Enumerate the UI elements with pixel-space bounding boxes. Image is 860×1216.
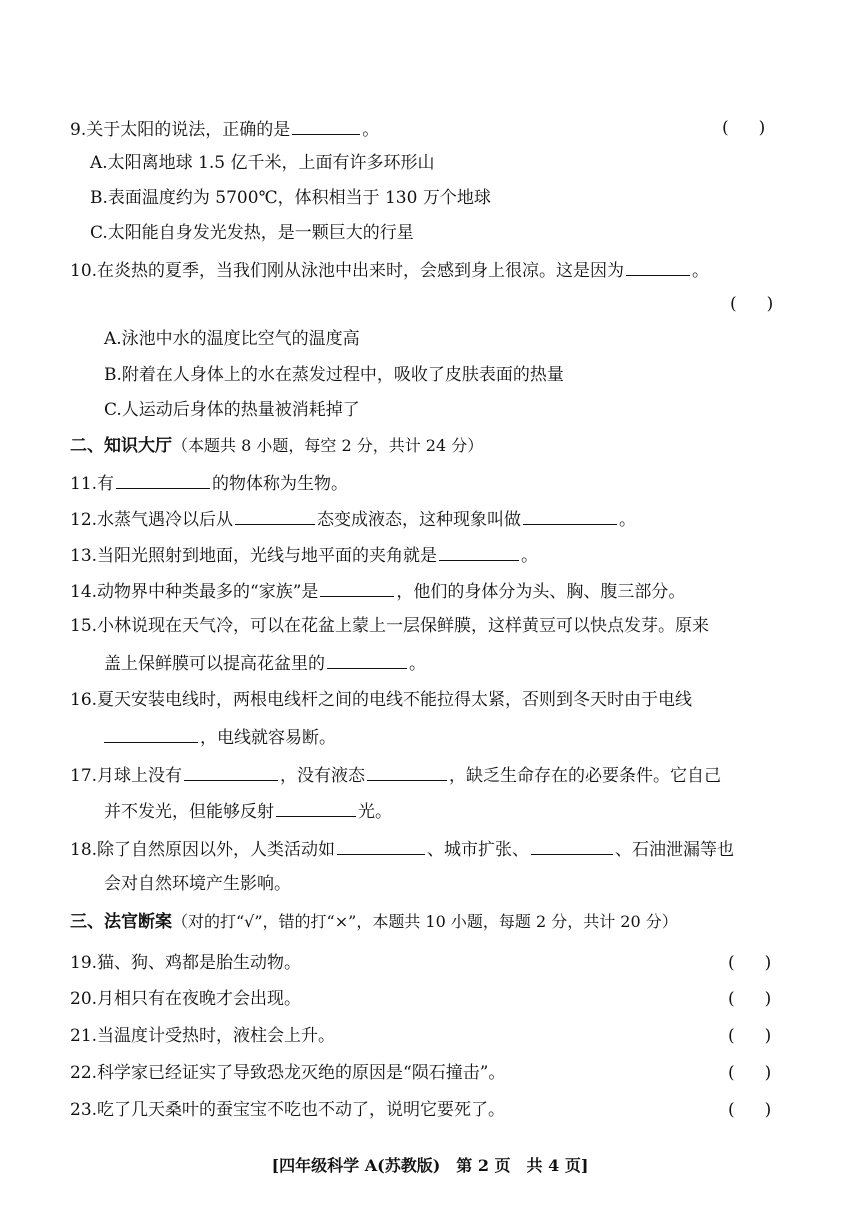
answer-blank[interactable] (104, 724, 198, 743)
judge-item: 23.吃了几天桑叶的蚕宝宝不吃也不动了，说明它要死了。 (70, 1100, 506, 1120)
answer-blank[interactable] (531, 836, 613, 855)
answer-blank[interactable] (327, 650, 407, 669)
question-15-line-2: 盖上保鲜膜可以提高花盆里的 。 (104, 650, 426, 676)
answer-parentheses[interactable]: ( ) (728, 1063, 772, 1083)
answer-parentheses[interactable]: ( ) (722, 118, 766, 138)
judge-item: 20.月相只有在夜晚才会出现。 (70, 989, 302, 1009)
section-3-heading: 三、法官断案（对的打“√”，错的打“×”，本题共 10 小题，每题 2 分，共计 20 分） (70, 912, 678, 932)
answer-parentheses[interactable]: ( ) (728, 1026, 772, 1046)
judge-item: 21.当温度计受热时，液柱会上升。 (70, 1026, 336, 1046)
question-9-option-b: B.表面温度约为 5700℃，体积相当于 130 万个地球 (90, 188, 491, 208)
question-13: 13.当阳光照射到地面，光线与地平面的夹角就是 。 (70, 542, 538, 568)
question-14: 14.动物界中种类最多的“家族”是 ，他们的身体分为头、胸、腹三部分。 (70, 578, 685, 604)
question-9-option-c: C.太阳能自身发光发热，是一颗巨大的行星 (90, 223, 414, 243)
answer-blank[interactable] (116, 470, 210, 489)
question-10-option-b: B.附着在人身体上的水在蒸发过程中，吸收了皮肤表面的热量 (104, 365, 564, 385)
question-10-stem: 10.在炎热的夏季，当我们刚从泳池中出来时，会感到身上很凉。这是因为 。 (70, 257, 709, 283)
question-15-line-1: 15.小林说现在天气冷，可以在花盆上蒙上一层保鲜膜，这样黄豆可以快点发芽。原来 (70, 616, 710, 636)
answer-blank[interactable] (235, 506, 315, 525)
answer-blank[interactable] (276, 798, 356, 817)
answer-blank[interactable] (337, 836, 425, 855)
question-10-option-c: C.人运动后身体的热量被消耗掉了 (104, 400, 360, 420)
answer-blank[interactable] (184, 762, 278, 781)
question-18-line-1: 18.除了自然原因以外，人类活动如 、城市扩张、 、石油泄漏等也 (70, 836, 734, 862)
question-17-line-1: 17.月球上没有 ，没有液态 ，缺乏生命存在的必要条件。它自己 (70, 762, 721, 788)
judge-item: 22.科学家已经证实了导致恐龙灭绝的原因是“陨石撞击”。 (70, 1063, 506, 1083)
answer-blank[interactable] (367, 762, 447, 781)
page-footer: [四年级科学 A(苏教版) 第 2 页 共 4 页] (271, 1156, 589, 1175)
answer-blank[interactable] (439, 542, 519, 561)
question-11: 11.有 的物体称为生物。 (70, 470, 348, 496)
question-10-option-a: A.泳池中水的温度比空气的温度高 (104, 329, 360, 349)
question-9-option-a: A.太阳离地球 1.5 亿千米，上面有许多环形山 (90, 153, 435, 173)
answer-blank[interactable] (292, 116, 360, 135)
answer-blank[interactable] (320, 578, 394, 597)
answer-parentheses[interactable]: ( ) (728, 953, 772, 973)
answer-parentheses[interactable]: ( ) (730, 294, 774, 314)
judge-item: 19.猫、狗、鸡都是胎生动物。 (70, 953, 302, 973)
answer-parentheses[interactable]: ( ) (728, 989, 772, 1009)
question-16-line-1: 16.夏天安装电线时，两根电线杆之间的电线不能拉得太紧，否则到冬天时由于电线 (70, 690, 693, 710)
answer-blank[interactable] (626, 257, 690, 276)
section-2-heading: 二、知识大厅（本题共 8 小题，每空 2 分，共计 24 分） (70, 436, 484, 456)
question-17-line-2: 并不发光，但能够反射 光。 (104, 798, 392, 824)
question-9-stem: 9.关于太阳的说法，正确的是 。 (70, 116, 379, 142)
question-16-line-2: ，电线就容易断。 (104, 724, 336, 750)
answer-blank[interactable] (523, 506, 617, 525)
question-12: 12.水蒸气遇冷以后从 态变成液态，这种现象叫做 。 (70, 506, 636, 532)
answer-parentheses[interactable]: ( ) (728, 1100, 772, 1120)
question-18-line-2: 会对自然环境产生影响。 (104, 874, 291, 894)
